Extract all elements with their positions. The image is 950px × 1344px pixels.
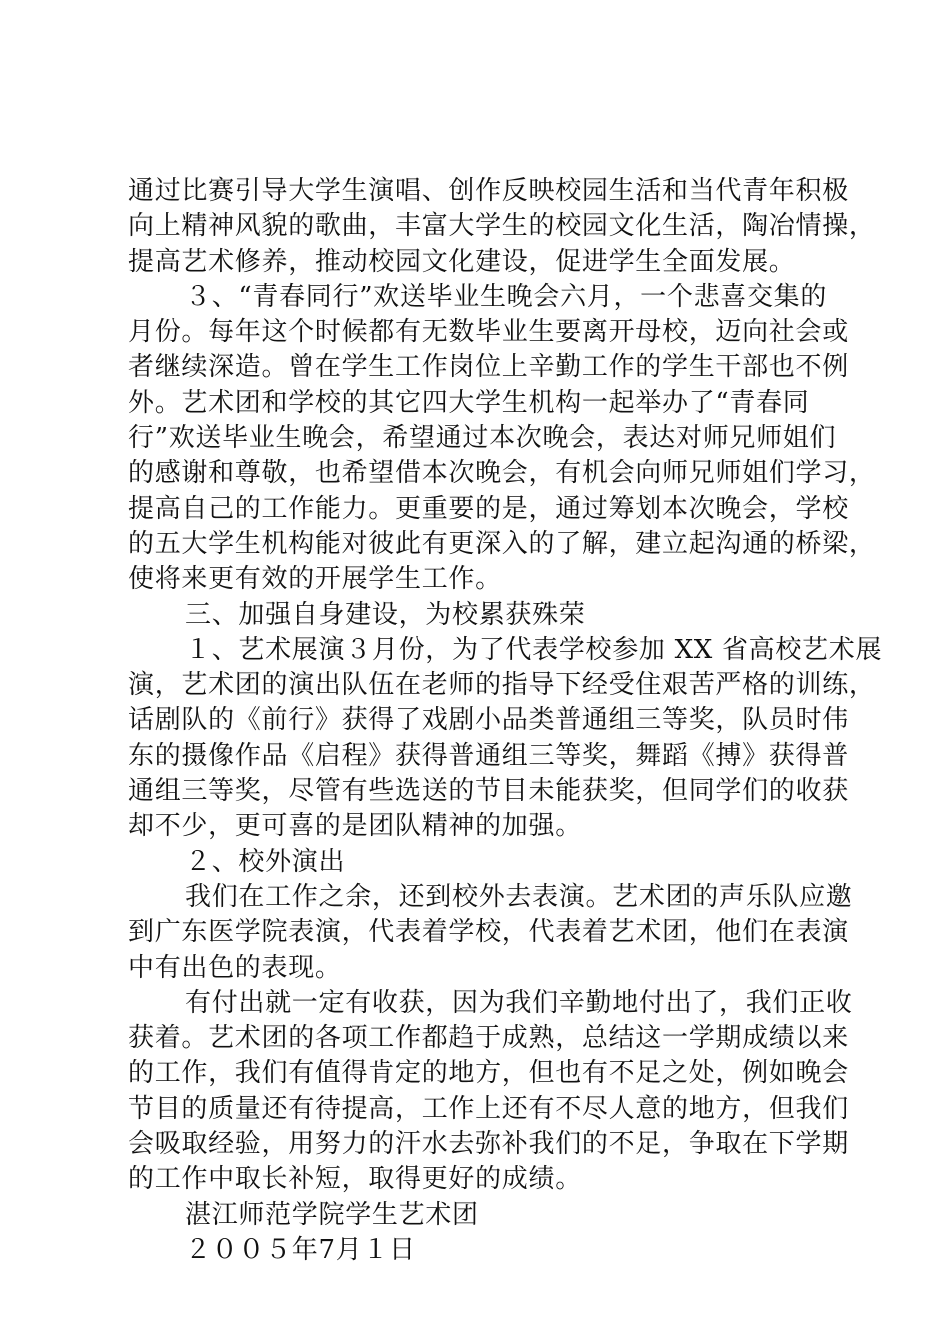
text-line: ２、校外演出	[185, 846, 346, 877]
text-line: 的工作，我们有值得肯定的地方，但也有不足之处，例如晚会	[128, 1058, 849, 1089]
text-line: 使将来更有效的开展学生工作。	[128, 564, 502, 595]
text-line: 行”欢送毕业生晚会，希望通过本次晚会，表达对师兄师姐们	[128, 423, 837, 454]
document-body	[128, 174, 883, 1268]
text-line: 有付出就一定有收获，因为我们辛勤地付出了，我们正收	[185, 987, 853, 1018]
text-line: 节目的质量还有待提高，工作上还有不尽人意的地方，但我们	[128, 1093, 849, 1124]
text-line: １、艺术展演３月份，为了代表学校参加 XX 省高校艺术展	[185, 634, 883, 665]
text-line: 却不少，更可喜的是团队精神的加强。	[128, 811, 582, 842]
text-line: 中有出色的表现。	[128, 952, 342, 983]
text-line: 通过比赛引导大学生演唱、创作反映校园生活和当代青年积极	[128, 176, 849, 206]
text-line: 外。艺术团和学校的其它四大学生机构一起举办了“青春同	[128, 387, 810, 418]
text-line: 月份。每年这个时候都有无数毕业生要离开母校，迈向社会或	[128, 317, 849, 348]
text-line: 者继续深造。曾在学生工作岗位上辛勤工作的学生干部也不例	[128, 352, 849, 383]
text-line: 湛江师范学院学生艺术团	[185, 1199, 479, 1230]
text-line: 的工作中取长补短，取得更好的成绩。	[128, 1164, 582, 1195]
text-line: 演，艺术团的演出队伍在老师的指导下经受住艰苦严格的训练，	[128, 670, 876, 701]
text-line: 会吸取经验，用努力的汗水去弥补我们的不足，争取在下学期	[128, 1129, 849, 1160]
text-line: 通组三等奖，尽管有些选送的节目未能获奖，但同学们的收获	[128, 776, 849, 807]
text-line: ２００５年7月１日	[185, 1234, 416, 1265]
text-line: 到广东医学院表演，代表着学校，代表着艺术团，他们在表演	[128, 917, 849, 948]
text-line: 向上精神风貌的歌曲，丰富大学生的校园文化生活，陶冶情操，	[128, 211, 876, 242]
text-line: 话剧队的《前行》获得了戏剧小品类普通组三等奖，队员时伟	[128, 705, 849, 736]
text-line: 的感谢和尊敬，也希望借本次晚会，有机会向师兄师姐们学习，	[128, 458, 876, 489]
text-line: 获着。艺术团的各项工作都趋于成熟，总结这一学期成绩以来	[128, 1023, 849, 1054]
text-line: 三、加强自身建设，为校累获殊荣	[185, 599, 586, 630]
text-line: 我们在工作之余，还到校外去表演。艺术团的声乐队应邀	[185, 881, 853, 912]
text-line: 提高艺术修养，推动校园文化建设，促进学生全面发展。	[128, 246, 796, 277]
text-line: 提高自己的工作能力。更重要的是，通过筹划本次晚会，学校	[128, 493, 849, 524]
text-line: 的五大学生机构能对彼此有更深入的了解，建立起沟通的桥梁，	[128, 528, 876, 559]
text-line: ３、“青春同行”欢送毕业生晚会六月，一个悲喜交集的	[185, 281, 828, 312]
text-line: 东的摄像作品《启程》获得普通组三等奖，舞蹈《搏》获得普	[128, 740, 849, 771]
